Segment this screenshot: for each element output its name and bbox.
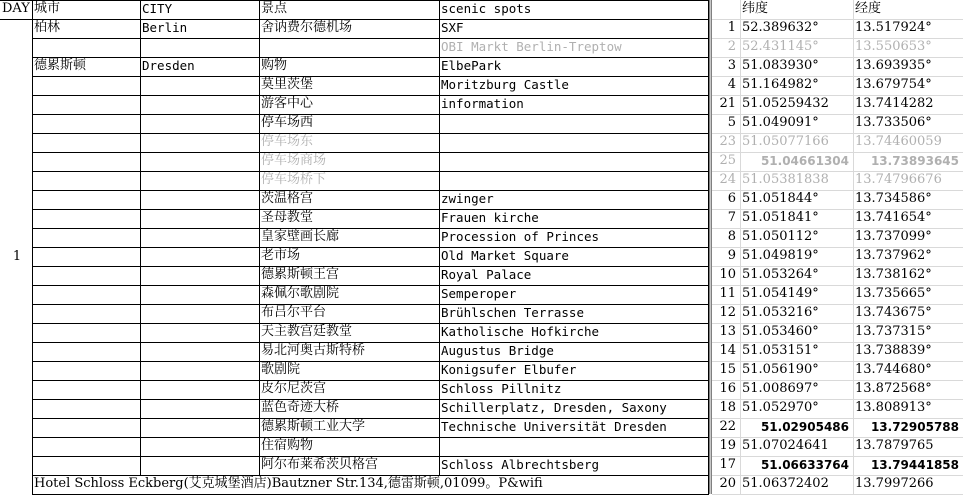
- cell-city-en[interactable]: [140, 228, 259, 247]
- cell-spot-en[interactable]: Frauen kirche: [441, 210, 539, 225]
- cell-spot-en[interactable]: Katholische Hofkirche: [441, 324, 600, 339]
- cell-spot-en[interactable]: [439, 133, 709, 152]
- cell-spot-cn[interactable]: 森佩尔歌剧院: [261, 286, 340, 301]
- cell-spot-en[interactable]: [439, 437, 709, 456]
- cell-index[interactable]: 2: [727, 39, 736, 54]
- hotel-text[interactable]: Hotel Schloss Eckberg(艾克城堡酒店)Bautzner Str.134,德雷斯顿,01099。P&wifi: [34, 476, 543, 491]
- cell-latitude[interactable]: 51.053151°: [742, 343, 819, 358]
- cell-index[interactable]: 14: [719, 343, 736, 358]
- cell-index[interactable]: 22: [719, 419, 736, 434]
- cell-spot-cn[interactable]: 德累斯顿王宫: [261, 267, 340, 282]
- cell-spot-en[interactable]: Semperoper: [441, 286, 517, 301]
- cell-index[interactable]: 1: [727, 20, 736, 35]
- cell-city-cn[interactable]: 柏林: [34, 20, 61, 35]
- cell-spot-cn[interactable]: 莫里茨堡: [261, 77, 314, 92]
- cell-city-en[interactable]: [140, 418, 259, 437]
- grid-line: [32, 114, 709, 115]
- cell-city-en[interactable]: [140, 247, 259, 266]
- grid-line: [712, 76, 963, 77]
- cell-longitude[interactable]: 13.734586°: [855, 191, 932, 206]
- cell-city-en[interactable]: [140, 361, 259, 380]
- cell-longitude[interactable]: 13.72905788: [870, 420, 959, 434]
- cell-city-cn[interactable]: [32, 38, 140, 57]
- grid-line: [712, 19, 963, 20]
- cell-spot-cn[interactable]: 天主教宫廷教堂: [261, 324, 353, 339]
- cell-latitude[interactable]: 51.083930°: [742, 58, 819, 73]
- cell-city-en[interactable]: [140, 133, 259, 152]
- grid-line: [740, 0, 741, 494]
- cell-spot-en[interactable]: Konigsufer Elbufer: [441, 362, 577, 377]
- grid-line: [0, 19, 709, 20]
- cell-spot-cn[interactable]: 游客中心: [261, 96, 314, 111]
- cell-index[interactable]: 5: [727, 115, 736, 130]
- cell-latitude[interactable]: 51.05381838: [742, 172, 829, 187]
- cell-spot-cn[interactable]: 歌剧院: [261, 362, 301, 377]
- cell-city-cn[interactable]: [32, 228, 140, 247]
- cell-spot-cn[interactable]: 蓝色奇迹大桥: [261, 400, 340, 415]
- cell-index[interactable]: 4: [727, 77, 736, 92]
- grid-line: [712, 361, 963, 362]
- cell-longitude[interactable]: 13.74796676: [855, 172, 942, 187]
- grid-line: [32, 152, 709, 153]
- cell-city-en[interactable]: [140, 285, 259, 304]
- cell-city-cn[interactable]: [32, 361, 140, 380]
- cell-city-en[interactable]: [140, 114, 259, 133]
- cell-city-cn[interactable]: [32, 266, 140, 285]
- cell-index[interactable]: 8: [727, 229, 736, 244]
- cell-spot-cn[interactable]: 德累斯顿工业大学: [261, 419, 366, 434]
- cell-city-en[interactable]: [140, 171, 259, 190]
- cell-spot-cn[interactable]: 停车场西: [261, 115, 314, 130]
- cell-longitude[interactable]: 13.79441858: [870, 458, 959, 472]
- grid-line: [712, 456, 963, 457]
- cell-city-en[interactable]: [140, 456, 259, 475]
- cell-spot-en[interactable]: zwinger: [441, 191, 494, 206]
- cell-city-en[interactable]: [140, 266, 259, 285]
- grid-line: [32, 171, 709, 172]
- cell-spot-cn[interactable]: 购物: [261, 58, 288, 73]
- cell-city-cn[interactable]: [32, 114, 140, 133]
- cell-longitude[interactable]: 13.872568°: [855, 381, 932, 396]
- cell-latitude[interactable]: 51.04661304: [760, 154, 849, 168]
- grid-line: [712, 228, 963, 229]
- header-city-en: CITY: [142, 1, 173, 16]
- grid-line: [32, 209, 709, 210]
- grid-line: [32, 190, 709, 191]
- cell-spot-cn[interactable]: 停车场商场: [261, 153, 327, 168]
- grid-line: [0, 0, 709, 1]
- cell-latitude[interactable]: 51.050112°: [742, 229, 819, 244]
- cell-spot-en[interactable]: Moritzburg Castle: [441, 77, 569, 92]
- cell-city-cn[interactable]: [32, 152, 140, 171]
- grid-line: [712, 323, 963, 324]
- cell-latitude[interactable]: 51.164982°: [742, 77, 819, 92]
- cell-longitude[interactable]: 13.517924°: [855, 20, 932, 35]
- grid-line: [32, 38, 709, 39]
- cell-city-cn[interactable]: [32, 380, 140, 399]
- cell-spot-cn[interactable]: 舍讷费尔德机场: [261, 20, 353, 35]
- cell-longitude[interactable]: 13.550653°: [855, 39, 932, 54]
- header-longitude: 经度: [855, 1, 882, 16]
- hotel-longitude[interactable]: 13.7997266: [855, 476, 934, 491]
- cell-longitude[interactable]: 13.7879765: [855, 438, 934, 453]
- cell-spot-cn[interactable]: 停车场东: [261, 134, 314, 149]
- header-city-cn: 城市: [34, 1, 61, 16]
- cell-spot-cn[interactable]: 老市场: [261, 248, 301, 263]
- cell-spot-en[interactable]: [439, 171, 709, 190]
- cell-city-cn[interactable]: [32, 342, 140, 361]
- cell-city-cn[interactable]: [32, 437, 140, 456]
- grid-line: [32, 437, 709, 438]
- cell-latitude[interactable]: 51.051841°: [742, 210, 819, 225]
- cell-city-cn[interactable]: [32, 190, 140, 209]
- cell-spot-cn[interactable]: 住宿购物: [261, 438, 314, 453]
- cell-city-en[interactable]: [140, 304, 259, 323]
- grid-line: [140, 0, 141, 475]
- grid-line: [32, 399, 709, 400]
- header-latitude: 纬度: [742, 1, 769, 16]
- header-spot-cn: 景点: [261, 1, 288, 16]
- cell-index[interactable]: 19: [719, 438, 736, 453]
- cell-latitude[interactable]: 51.053460°: [742, 324, 819, 339]
- cell-index[interactable]: 3: [727, 58, 736, 73]
- grid-line: [853, 0, 854, 494]
- cell-latitude[interactable]: 51.049091°: [742, 115, 819, 130]
- grid-line: [32, 266, 709, 267]
- cell-latitude[interactable]: 51.049819°: [742, 248, 819, 263]
- cell-city-en[interactable]: Dresden: [142, 58, 195, 73]
- cell-city-cn[interactable]: [32, 133, 140, 152]
- grid-line: [32, 285, 709, 286]
- grid-line: [712, 304, 963, 305]
- cell-index[interactable]: 13: [719, 324, 736, 339]
- cell-index[interactable]: 21: [719, 96, 736, 111]
- cell-longitude[interactable]: 13.808913°: [855, 400, 932, 415]
- grid-line: [32, 380, 709, 381]
- grid-line: [32, 95, 709, 96]
- grid-line: [712, 418, 963, 419]
- cell-index[interactable]: 24: [719, 172, 736, 187]
- grid-line: [32, 228, 709, 229]
- grid-line: [712, 437, 963, 438]
- cell-city-cn[interactable]: [32, 247, 140, 266]
- header-day: DAY: [2, 1, 30, 16]
- cell-spot-en[interactable]: Schloss Pillnitz: [441, 381, 562, 396]
- cell-latitude[interactable]: 51.02905486: [760, 420, 849, 434]
- cell-latitude[interactable]: 52.389632°: [742, 20, 819, 35]
- cell-spot-cn[interactable]: 茨温格宫: [261, 191, 314, 206]
- cell-spot-cn[interactable]: 易北河奥古斯特桥: [261, 343, 366, 358]
- header-spot-en: scenic spots: [441, 1, 532, 16]
- cell-spot-cn[interactable]: [259, 38, 439, 57]
- cell-latitude[interactable]: 51.056190°: [742, 362, 819, 377]
- cell-spot-en[interactable]: information: [441, 96, 524, 111]
- cell-index[interactable]: 16: [719, 381, 736, 396]
- grid-line: [712, 57, 963, 58]
- cell-city-cn[interactable]: [32, 456, 140, 475]
- grid-line: [712, 475, 963, 476]
- cell-latitude[interactable]: 51.051844°: [742, 191, 819, 206]
- cell-spot-en[interactable]: SXF: [441, 20, 464, 35]
- grid-line: [712, 114, 963, 115]
- cell-city-en[interactable]: [140, 399, 259, 418]
- cell-index[interactable]: 17: [719, 457, 736, 472]
- cell-spot-en[interactable]: ElbePark: [441, 58, 502, 73]
- cell-longitude[interactable]: 13.738839°: [855, 343, 932, 358]
- cell-longitude[interactable]: 13.738162°: [855, 267, 932, 282]
- cell-city-cn[interactable]: [32, 76, 140, 95]
- grid-line: [259, 0, 260, 475]
- cell-latitude[interactable]: 51.008697°: [742, 381, 819, 396]
- cell-city-cn[interactable]: 德累斯顿: [34, 58, 87, 73]
- cell-city-en[interactable]: [140, 323, 259, 342]
- cell-index[interactable]: 15: [719, 362, 736, 377]
- cell-latitude[interactable]: 51.053216°: [742, 305, 819, 320]
- cell-latitude[interactable]: 51.07024641: [742, 438, 829, 453]
- cell-longitude[interactable]: 13.744680°: [855, 362, 932, 377]
- cell-longitude[interactable]: 13.733506°: [855, 115, 932, 130]
- cell-index[interactable]: 10: [719, 267, 736, 282]
- grid-line: [32, 323, 709, 324]
- cell-spot-en[interactable]: Schloss Albrechtsberg: [441, 457, 600, 472]
- cell-city-en[interactable]: [140, 76, 259, 95]
- cell-city-en[interactable]: [140, 190, 259, 209]
- grid-line: [712, 399, 963, 400]
- grid-line: [712, 152, 963, 153]
- grid-line: [712, 171, 963, 172]
- grid-line: [712, 380, 963, 381]
- grid-line: [32, 76, 709, 77]
- cell-city-cn[interactable]: [32, 323, 140, 342]
- cell-latitude[interactable]: 51.052970°: [742, 400, 819, 415]
- cell-latitude[interactable]: 51.05259432: [742, 96, 829, 111]
- cell-index[interactable]: 23: [719, 134, 736, 149]
- cell-spot-en[interactable]: Royal Palace: [441, 267, 532, 282]
- grid-line: [32, 0, 33, 494]
- cell-longitude[interactable]: 13.7414282: [855, 96, 934, 111]
- cell-latitude[interactable]: 51.06633764: [760, 458, 849, 472]
- cell-spot-cn[interactable]: 阿尔布莱希茨贝格宫: [261, 457, 379, 472]
- grid-line: [32, 247, 709, 248]
- cell-latitude[interactable]: 52.431145°: [742, 39, 819, 54]
- cell-index[interactable]: 18: [719, 400, 736, 415]
- cell-city-cn[interactable]: [32, 95, 140, 114]
- cell-longitude[interactable]: 13.737099°: [855, 229, 932, 244]
- grid-line: [712, 209, 963, 210]
- cell-spot-en[interactable]: [439, 152, 709, 171]
- cell-spot-en[interactable]: Old Market Square: [441, 248, 569, 263]
- cell-spot-cn[interactable]: 皇家壁画长廊: [261, 229, 340, 244]
- cell-city-cn[interactable]: [32, 399, 140, 418]
- grid-line: [712, 38, 963, 39]
- cell-city-cn[interactable]: [32, 304, 140, 323]
- cell-city-cn[interactable]: [32, 285, 140, 304]
- hotel-latitude[interactable]: 51.06372402: [742, 476, 829, 491]
- cell-city-en[interactable]: [140, 38, 259, 57]
- grid-line: [32, 418, 709, 419]
- grid-line: [712, 266, 963, 267]
- grid-line: [712, 342, 963, 343]
- cell-city-en[interactable]: [140, 342, 259, 361]
- cell-latitude[interactable]: 51.053264°: [742, 267, 819, 282]
- day-value[interactable]: 1: [12, 249, 22, 264]
- cell-index[interactable]: 9: [727, 248, 736, 263]
- cell-spot-en[interactable]: [439, 114, 709, 133]
- hotel-index[interactable]: 20: [719, 476, 736, 491]
- cell-city-en[interactable]: [140, 437, 259, 456]
- cell-spot-cn[interactable]: 布吕尔平台: [261, 305, 327, 320]
- cell-longitude[interactable]: 13.735665°: [855, 286, 932, 301]
- cell-latitude[interactable]: 51.05077166: [742, 134, 829, 149]
- cell-index[interactable]: 25: [719, 153, 736, 168]
- grid-line: [32, 475, 709, 476]
- grid-line: [32, 304, 709, 305]
- cell-longitude[interactable]: 13.737315°: [855, 324, 932, 339]
- cell-spot-en[interactable]: Technische Universität Dresden: [441, 419, 667, 434]
- cell-longitude[interactable]: 13.741654°: [855, 210, 932, 225]
- cell-city-en[interactable]: [140, 95, 259, 114]
- cell-spot-en[interactable]: Procession of Princes: [441, 229, 600, 244]
- cell-spot-cn[interactable]: 皮尔尼茨宫: [261, 381, 327, 396]
- cell-city-cn[interactable]: [32, 171, 140, 190]
- cell-longitude[interactable]: 13.693935°: [855, 58, 932, 73]
- cell-longitude[interactable]: 13.743675°: [855, 305, 932, 320]
- cell-index[interactable]: 6: [727, 191, 736, 206]
- cell-index[interactable]: 7: [727, 210, 736, 225]
- cell-spot-en[interactable]: OBI Markt Berlin-Treptow: [441, 39, 622, 54]
- grid-line: [712, 190, 963, 191]
- grid-line: [439, 0, 440, 475]
- cell-longitude[interactable]: 13.737962°: [855, 248, 932, 263]
- grid-line: [32, 361, 709, 362]
- cell-latitude[interactable]: 51.054149°: [742, 286, 819, 301]
- cell-city-en[interactable]: Berlin: [142, 20, 188, 35]
- cell-spot-en[interactable]: Brühlschen Terrasse: [441, 305, 584, 320]
- grid-line: [32, 133, 709, 134]
- grid-line: [712, 133, 963, 134]
- cell-city-en[interactable]: [140, 209, 259, 228]
- grid-line: [712, 95, 963, 96]
- cell-city-en[interactable]: [140, 380, 259, 399]
- cell-city-en[interactable]: [140, 152, 259, 171]
- grid-line: [32, 456, 709, 457]
- grid-line: [32, 342, 709, 343]
- cell-longitude[interactable]: 13.679754°: [855, 77, 932, 92]
- cell-spot-en[interactable]: Schillerplatz, Dresden, Saxony: [441, 400, 667, 415]
- cell-index[interactable]: 12: [719, 305, 736, 320]
- grid-line: [712, 285, 963, 286]
- cell-city-cn[interactable]: [32, 418, 140, 437]
- grid-line: [32, 57, 709, 58]
- cell-longitude[interactable]: 13.74460059: [855, 134, 942, 149]
- cell-spot-cn[interactable]: 停车场桥下: [261, 172, 327, 187]
- cell-spot-cn[interactable]: 圣母教堂: [261, 210, 314, 225]
- cell-city-cn[interactable]: [32, 209, 140, 228]
- grid-line: [712, 247, 963, 248]
- cell-longitude[interactable]: 13.73893645: [870, 154, 959, 168]
- cell-index[interactable]: 11: [719, 286, 736, 301]
- cell-spot-en[interactable]: Augustus Bridge: [441, 343, 554, 358]
